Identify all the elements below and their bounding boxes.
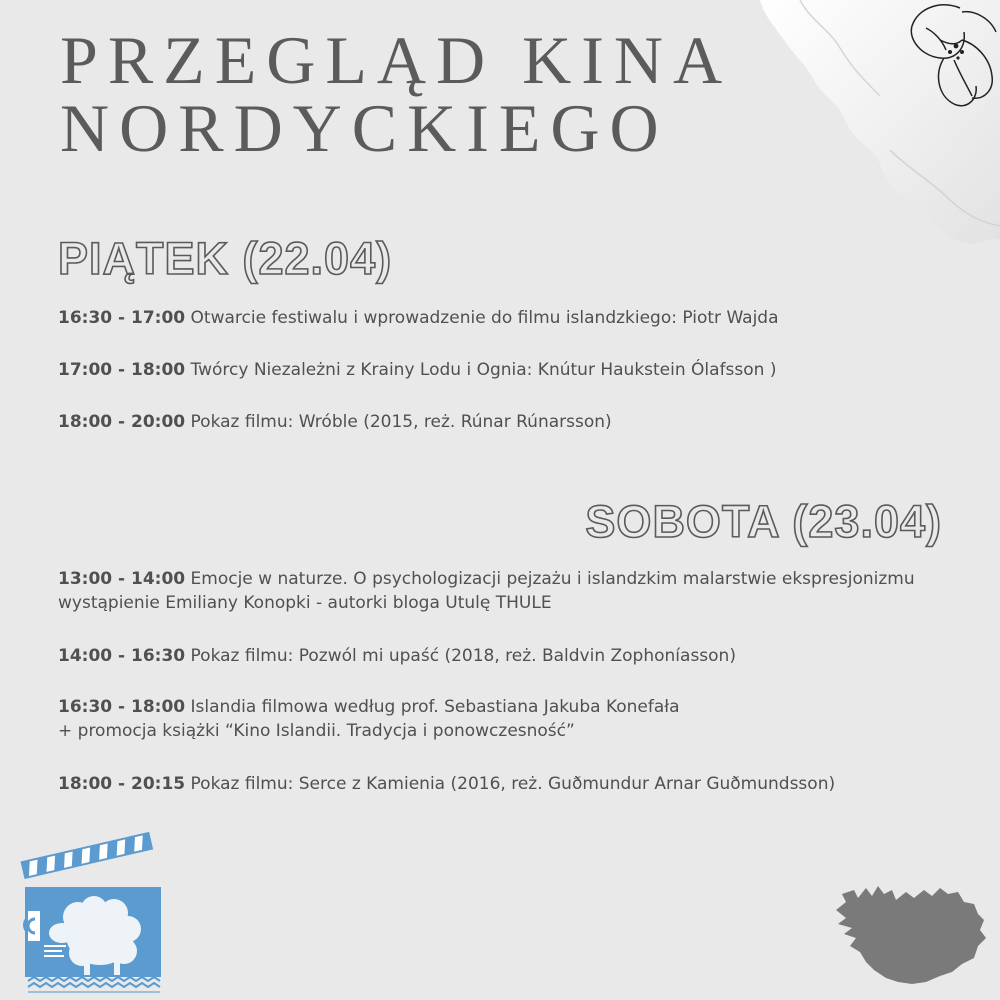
flower-icon (900, 0, 1000, 120)
event-time: 18:00 - 20:15 (58, 774, 186, 794)
saturday-heading: SOBOTA (23.04) (585, 496, 942, 547)
schedule-item (58, 306, 968, 330)
event-description: Otwarcie festiwalu i wprowadzenie do filmu islandzkiego: Piotr Wajda (190, 308, 779, 328)
event-time: 16:30 - 18:00 (58, 697, 186, 717)
title-line-2: NORDYCKIEGO (60, 90, 669, 166)
event-description-line2: + promocja książki “Kino Islandii. Tradycja i ponowczesność” (58, 721, 575, 741)
event-description-line2: wystąpienie Emiliany Konopki - autorki bloga Utulę THULE (58, 593, 552, 613)
schedule-item (58, 644, 968, 668)
schedule-item (58, 567, 968, 615)
event-description: Pokaz filmu: Pozwól mi upaść (2018, reż. Baldvin Zophoníasson) (190, 646, 736, 666)
iceland-map-icon (828, 880, 988, 990)
schedule-item (58, 772, 968, 796)
event-time: 18:00 - 20:00 (58, 412, 186, 432)
schedule-item (58, 695, 968, 743)
event-description: Emocje w naturze. O psychologizacji pejzażu i islandzkim malarstwie ekspresjonizmu (190, 569, 915, 589)
event-time: 16:30 - 17:00 (58, 308, 186, 328)
clapperboard-icon (20, 825, 170, 995)
event-description: Islandia filmowa według prof. Sebastiana Jakuba Konefała (190, 697, 680, 717)
event-time: 13:00 - 14:00 (58, 569, 186, 589)
event-time: 14:00 - 16:30 (58, 646, 186, 666)
event-description: Pokaz filmu: Serce z Kamienia (2016, reż. Guðmundur Arnar Guðmundsson) (190, 774, 836, 794)
schedule-item (58, 410, 968, 434)
friday-heading: PIĄTEK (22.04) (58, 233, 393, 284)
title-line-1: PRZEGLĄD KINA (60, 22, 733, 98)
event-description: Pokaz filmu: Wróble (2015, reż. Rúnar Rúnarsson) (190, 412, 612, 432)
schedule-item (58, 358, 968, 382)
event-description: Twórcy Niezależni z Krainy Lodu i Ognia: Knútur Haukstein Ólafsson ) (190, 360, 777, 380)
event-time: 17:00 - 18:00 (58, 360, 186, 380)
page-title (60, 22, 733, 166)
